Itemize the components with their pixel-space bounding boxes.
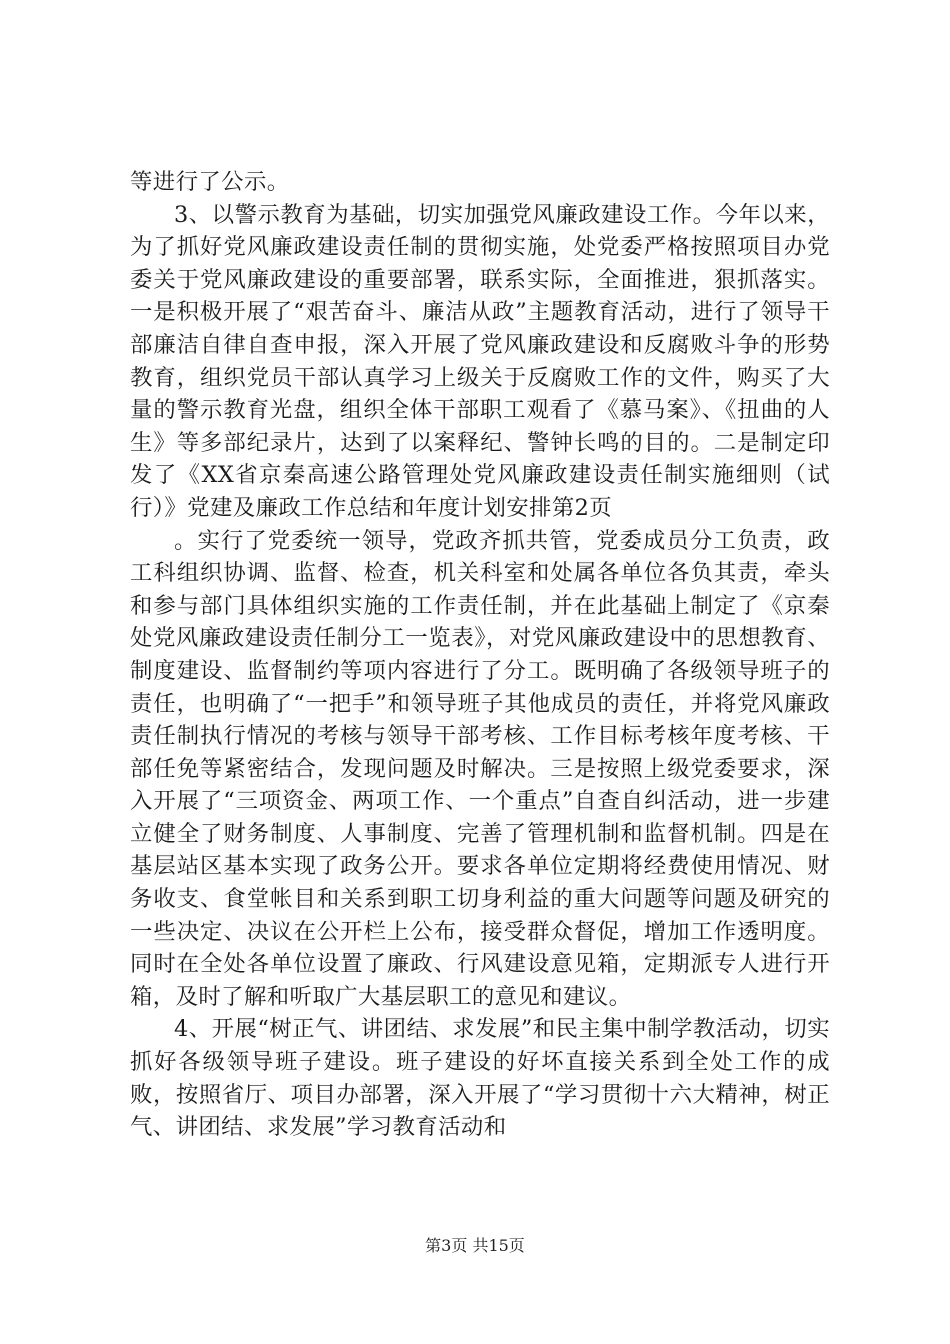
paragraph-2: 3、以警示教育为基础，切实加强党风廉政建设工作。今年以来，为了抓好党风廉政建设责任制的贯彻实施，处党委严格按照项目办党委关于党风廉政建设的重要部署，联系实际，全面推进，狠抓落实。一是积极开展了“艰苦奋斗、廉洁从政”主题教育活动，进行了领导干部廉洁自律自查申报，深入开展了党风廉政建设和反腐败斗争的形势教育，组织党员干部认真学习上级关于反腐败工作的文件，购买了大量的警示教育光盘，组织全体干部职工观看了《慕马案》、《扭曲的人生》等多部纪录片，达到了以案释纪、警钟长鸣的目的。二是制定印发了《XX省京秦高速公路管理处党风廉政建设责任制实施细则（试行）》党建及廉政工作总结和年度计划安排第2页 — [130, 201, 830, 521]
paragraph-1: 等进行了公示。 — [130, 169, 290, 195]
document-body — [130, 166, 830, 1144]
paragraph-4: 4、开展“树正气、讲团结、求发展”和民主集中制学教活动，切实抓好各级领导班子建设。班子建设的好坏直接关系到全处工作的成败，按照省厅、项目办部署，深入开展了“学习贯彻十六大精神，树正气、讲团结、求发展”学习教育活动和 — [130, 1016, 830, 1141]
paragraph-3: 。实行了党委统一领导，党政齐抓共管，党委成员分工负责，政工科组织协调、监督、检查，机关科室和处属各单位各负其责，牵头和参与部门具体组织实施的工作责任制，并在此基础上制定了《京秦处党风廉政建设责任制分工一览表》，对党风廉政建设中的思想教育、制度建设、监督制约等项内容进行了分工。既明确了各级领导班子的责任，也明确了“一把手”和领导班子其他成员的责任，并将党风廉政责任制执行情况的考核与领导干部考核、工作目标考核年度考核、干部任免等紧密结合，发现问题及时解决。三是按照上级党委要求，深入开展了“三项资金、两项工作、一个重点”自查自纠活动，进一步建立健全了财务制度、人事制度、完善了管理机制和监督机制。四是在基层站区基本实现了政务公开。要求各单位定期将经费使用情况、财务收支、食堂帐目和关系到职工切身利益的重大问题等问题及研究的一些决定、决议在公开栏上公布，接受群众督促，增加工作透明度。同时在全处各单位设置了廉政、行风建设意见箱，定期派专人进行开箱，及时了解和听取广大基层职工的意见和建议。 — [130, 527, 830, 1010]
page-number-label: 第3页 共15页 — [425, 1236, 525, 1255]
page-footer — [0, 1236, 950, 1256]
